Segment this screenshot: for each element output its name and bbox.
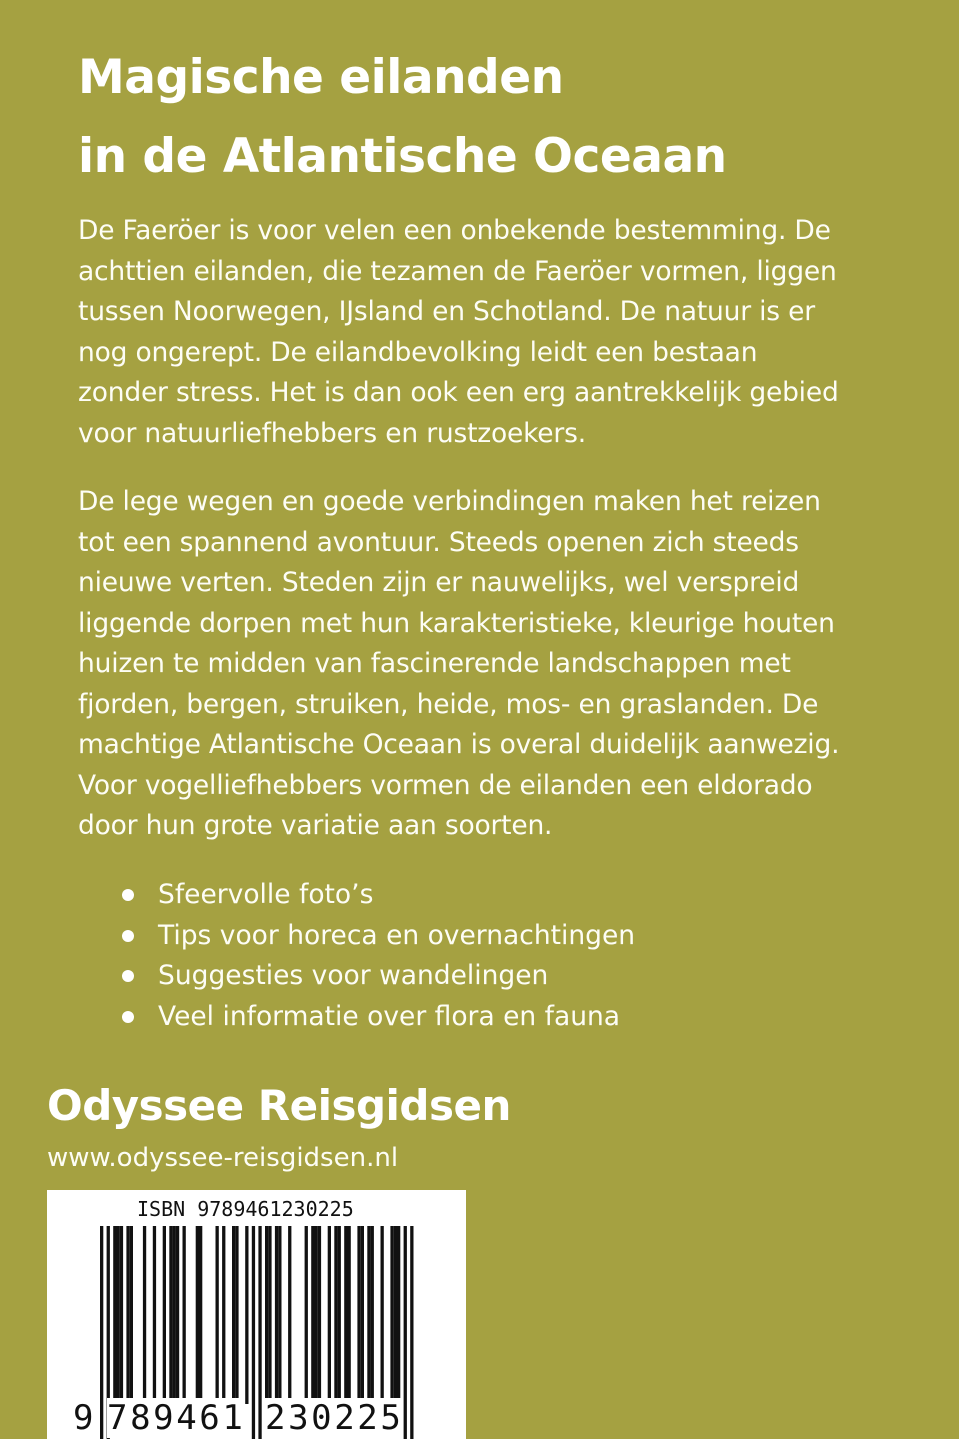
feature-item — [78, 875, 635, 916]
barcode-bar — [153, 1226, 156, 1404]
paragraph-line: door hun grote variatie aan soorten. — [78, 810, 553, 841]
bullet-icon — [122, 889, 134, 901]
feature-label: Suggesties voor wandelingen — [158, 960, 549, 991]
barcode-bar — [120, 1226, 123, 1404]
feature-label: Sfeervolle foto’s — [158, 879, 374, 910]
barcode-bar — [338, 1226, 341, 1404]
barcode-bar — [288, 1226, 291, 1404]
barcode-bar — [328, 1226, 331, 1404]
barcode-bar — [258, 1226, 261, 1439]
feature-item — [78, 956, 635, 997]
cover-title — [78, 38, 727, 196]
bullet-icon — [122, 970, 134, 982]
barcode-lead-digit: 9 — [73, 1398, 94, 1438]
paragraph-line: nieuwe verten. Steden zijn er nauwelijks, wel verspreid — [78, 567, 800, 598]
feature-label: Veel informatie over flora en fauna — [158, 1000, 621, 1032]
barcode-bar — [278, 1226, 281, 1404]
barcode-bar — [100, 1226, 103, 1439]
barcode-bar — [371, 1226, 374, 1404]
barcode-bar — [163, 1226, 166, 1404]
title-line-2: in de Atlantische Oceaan — [78, 129, 727, 184]
feature-label: Tips voor horeca en overnachtingen — [158, 919, 636, 951]
barcode-bar — [252, 1226, 255, 1439]
barcode-bar — [404, 1226, 407, 1439]
barcode-bar — [357, 1226, 360, 1404]
barcode-bar — [410, 1226, 413, 1439]
barcode-left-group: 789461 — [107, 1398, 246, 1438]
paragraph-line: nog ongerept. De eilandbevolking leidt een bestaan — [78, 336, 758, 368]
barcode-bar — [222, 1226, 225, 1404]
barcode-bar — [235, 1226, 238, 1404]
feature-item — [78, 916, 635, 957]
barcode-bar — [397, 1226, 400, 1404]
barcode-bar — [367, 1226, 370, 1404]
paragraph-line: huizen te midden van fascinerende landschappen met — [78, 648, 791, 679]
barcode-bar — [169, 1226, 172, 1404]
paragraph-line: zonder stress. Het is dan ook een erg aantrekkelijk gebied — [78, 377, 839, 408]
barcode-bar — [318, 1226, 321, 1404]
barcode-bar — [361, 1226, 364, 1404]
barcode-bar — [199, 1226, 202, 1404]
barcode-bar — [183, 1226, 186, 1404]
paragraph-line: machtige Atlantische Oceaan is overal duidelijk aanwezig. — [78, 729, 840, 760]
barcode-bar — [130, 1226, 133, 1404]
barcode-bar — [216, 1226, 219, 1404]
barcode-bar — [126, 1226, 129, 1404]
barcode-bar — [334, 1226, 337, 1404]
paragraph-line: tot een spannend avontuur. Steeds openen zich steeds — [78, 526, 799, 558]
barcode-bar — [268, 1226, 271, 1404]
publisher-website: www.odyssee-reisgidsen.nl — [47, 1143, 399, 1173]
barcode-bar — [348, 1226, 351, 1404]
barcode-bar — [390, 1226, 393, 1404]
feature-item — [78, 997, 635, 1038]
bullet-icon — [122, 1011, 134, 1023]
feature-list — [78, 875, 635, 1037]
barcode-bar — [245, 1226, 248, 1404]
description-paragraph — [78, 482, 888, 847]
barcode-bar — [176, 1226, 179, 1404]
bullet-icon — [122, 930, 134, 942]
barcode-bar — [305, 1226, 308, 1404]
paragraph-line: De lege wegen en goede verbindingen maken het reizen — [78, 486, 821, 517]
barcode-bar — [117, 1226, 120, 1404]
paragraph-line: achttien eilanden, die tezamen de Faeröer vormen, liggen — [78, 255, 837, 287]
barcode-bar — [344, 1226, 347, 1404]
barcode-bar — [196, 1226, 199, 1404]
intro-paragraph — [78, 211, 888, 454]
barcode-bar — [143, 1226, 146, 1404]
barcode-bar — [265, 1226, 268, 1404]
paragraph-line: voor natuurliefhebbers en rustzoekers. — [78, 417, 586, 449]
barcode-bar — [232, 1226, 235, 1404]
paragraph-line: De Faeröer is voor velen een onbekende bestemming. De — [78, 215, 831, 246]
paragraph-line: Voor vogelliefhebbers vormen de eilanden een eldorado — [78, 769, 813, 801]
barcode-bar — [275, 1226, 278, 1404]
isbn-label: ISBN 9789461230225 — [137, 1197, 354, 1221]
barcode-bar — [113, 1226, 116, 1404]
publisher-name: Odyssee Reisgidsen — [47, 1081, 511, 1130]
paragraph-line: liggende dorpen met hun karakteristieke, kleurige houten — [78, 607, 835, 639]
barcode-bar — [315, 1226, 318, 1404]
title-line-1: Magische eilanden — [78, 50, 564, 105]
barcode-bar — [381, 1226, 384, 1404]
barcode-bar — [394, 1226, 397, 1404]
isbn-barcode — [47, 1190, 466, 1439]
barcode-bar — [311, 1226, 314, 1404]
paragraph-line: tussen Noorwegen, IJsland en Schotland. De natuur is er — [78, 296, 815, 327]
paragraph-line: fjorden, bergen, struiken, heide, mos- en graslanden. De — [78, 688, 819, 720]
barcode-bar — [173, 1226, 176, 1404]
barcode-right-group: 230225 — [265, 1398, 404, 1438]
